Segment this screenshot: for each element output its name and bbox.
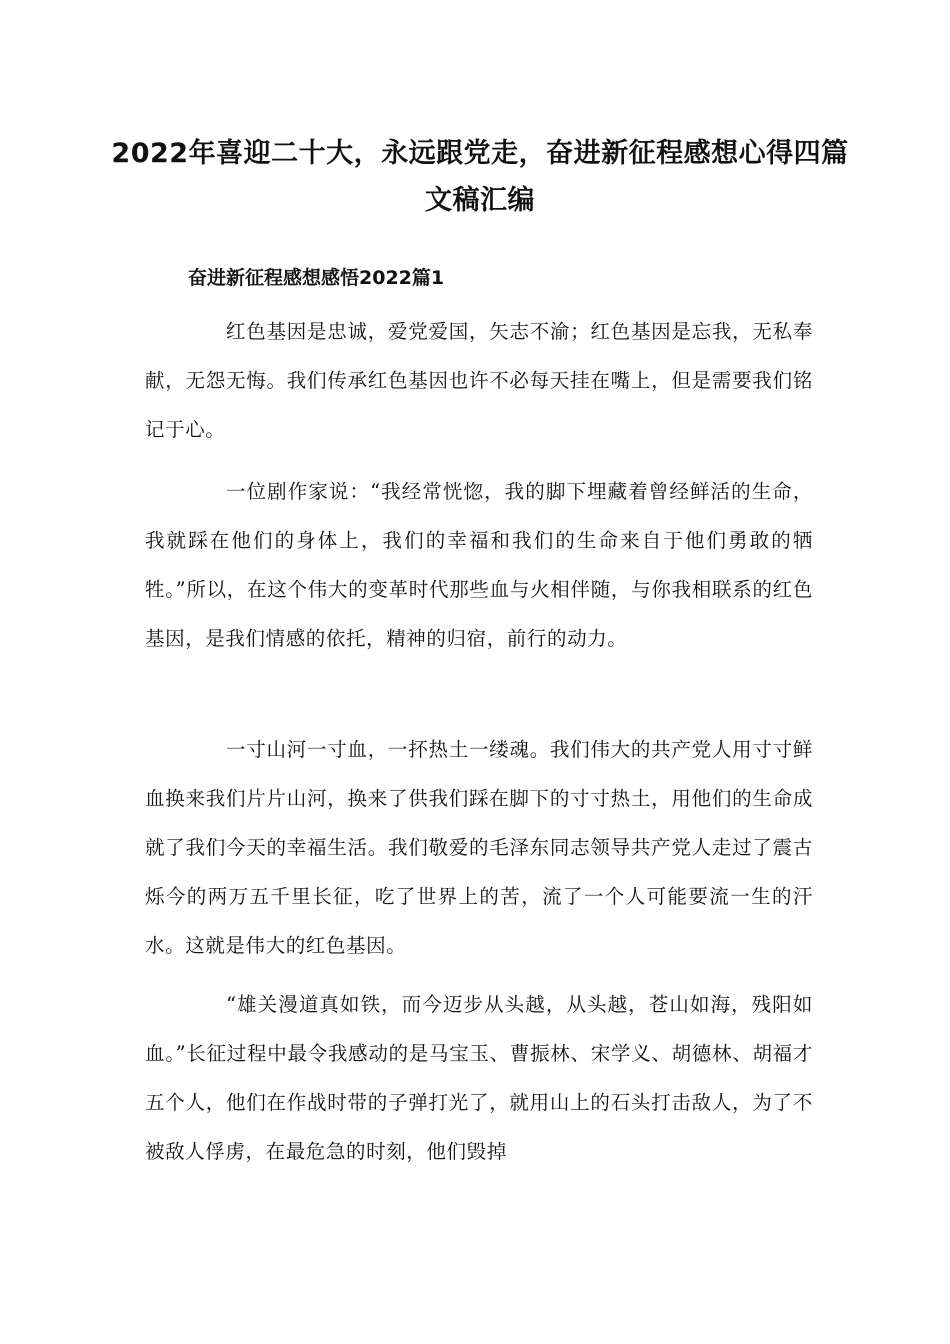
paragraph-1: 红色基因是忠诚，爱党爱国，矢志不渝；红色基因是忘我，无私奉献，无怨无悔。我们传承红色基因也许不必每天挂在嘴上，但是需要我们铭记于心。 — [145, 320, 813, 441]
section-heading: 奋进新征程感想感悟2022篇1 — [188, 267, 445, 289]
paragraph-2: 一位剧作家说：“我经常恍惚，我的脚下埋藏着曾经鲜活的生命，我就踩在他们的身体上，我们的幸福和我们的生命来自于他们勇敢的牺牲。”所以，在这个伟大的变革时代那些血与火相伴随，与你我相联系的红色基因，是我们情感的依托，精神的归宿，前行的动力。 — [145, 480, 813, 650]
paragraph-3: 一寸山河一寸血，一抔热土一缕魂。我们伟大的共产党人用寸寸鲜血换来我们片片山河，换来了供我们踩在脚下的寸寸热土，用他们的生命成就了我们今天的幸福生活。我们敬爱的毛泽东同志领导共产党人走过了震古烁今的两万五千里长征，吃了世界上的苦，流了一个人可能要流一生的汗水。这就是伟大的红色基因。 — [145, 738, 813, 957]
paragraph-4: “雄关漫道真如铁，而今迈步从头越，从头越，苍山如海，残阳如血。”长征过程中最令我感动的是马宝玉、曹振林、宋学义、胡德林、胡福才五个人，他们在作战时带的子弹打光了，就用山上的石头打击敌人，为了不被敌人俘虏，在最危急的时刻，他们毁掉 — [145, 993, 813, 1163]
document-title: 2022年喜迎二十大，永远跟党走，奋进新征程感想心得四篇文稿汇编 — [111, 138, 849, 216]
